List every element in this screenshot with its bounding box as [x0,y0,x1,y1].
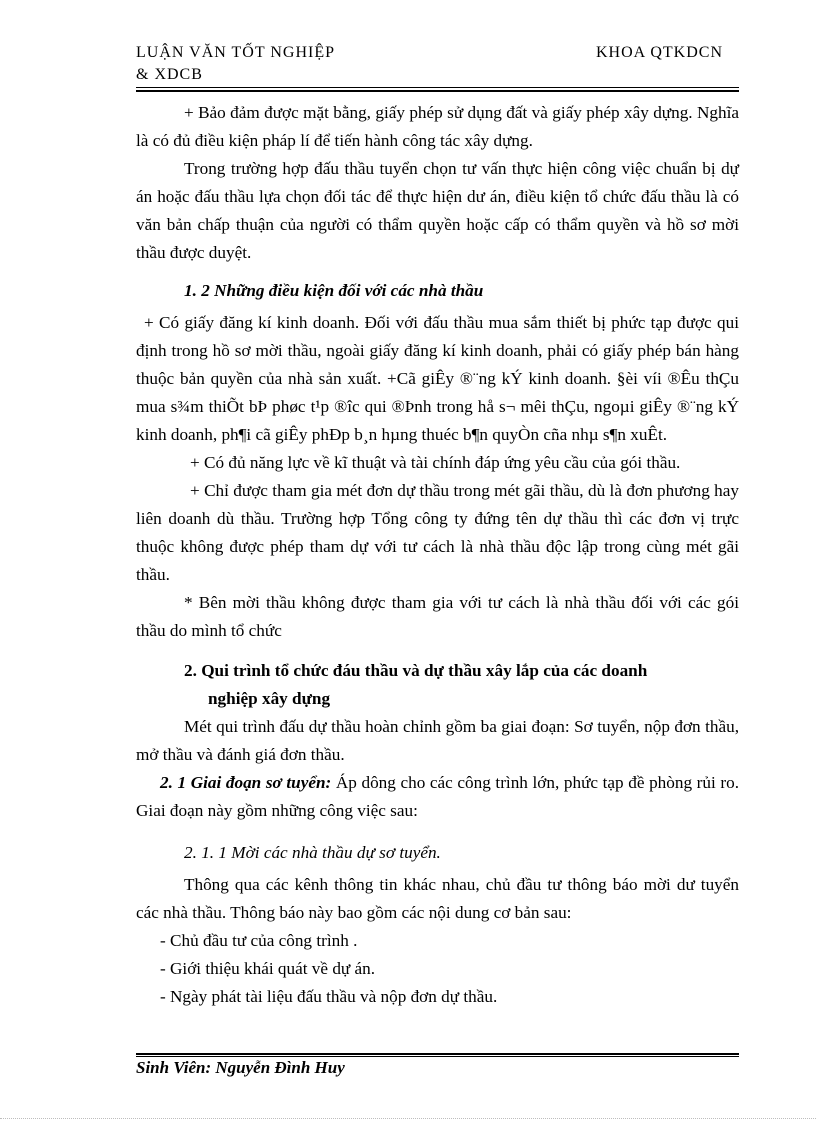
section-heading-2-1-1: 2. 1. 1 Mời các nhà thầu dự sơ tuyển. [184,843,441,862]
footer-student-name: Sinh Viên: Nguyễn Đình Huy [136,1058,345,1077]
list-item: - Ngày phát tài liệu đấu thầu và nộp đơn dự thầu. [160,987,498,1006]
header-divider-thick [136,90,739,92]
paragraph-prequalification [136,769,739,825]
footer-divider-thick [136,1053,739,1055]
page-bottom-dotted-line [0,1118,816,1119]
header-divider [136,87,739,88]
paragraph-inviter-restriction: * Bên mời thầu không được tham gia với tư cách là nhà thầu đối với các gói thầu do mình tổ chức [136,593,739,640]
paragraph-process-overview: Mét qui trình đấu dự thầu hoàn chỉnh gồm ba giai đoạn: Sơ tuyển, nộp đơn thầu, mở thầu và đánh giá đơn thầu. [136,717,739,764]
list-item: - Giới thiệu khái quát về dự án. [160,959,376,978]
paragraph-announcement: Thông qua các kênh thông tin khác nhau, chủ đầu tư thông báo mời dư tuyển các nhà thầu. Thông báo này bao gồm các nội dung cơ bản sau: [136,875,739,922]
section-heading-2-1: 2. 1 Giai đoạn sơ tuyển: [160,773,332,792]
paragraph-single-bid: + Chỉ được tham gia mét đơn dự thầu trong mét gãi thầu, dù là đơn phương hay liên doanh dù thầu. Trường hợp Tổng công ty đứng tên dự thầu thì các đơn vị trực thuộc không được phép tham dự với tư cách là nhà thầu độc lập trong cùng mét gãi thầu. [136,481,739,584]
header-subtitle: & XDCB [136,66,203,83]
paragraph-consultant-bidding: Trong trường hợp đấu thầu tuyển chọn tư vấn thực hiện công việc chuẩn bị dự án hoặc đấu thầu lựa chọn đối tác để thực hiện dư án, điều kiện tổ chức đấu thầu là có văn bản chấp thuận của người có thẩm quyền hoặc cấp có thẩm quyền và hồ sơ mời thầu được duyệt. [136,159,739,262]
paragraph-business-license: + Có giấy đăng kí kinh doanh. Đối với đấu thầu mua sắm thiết bị phức tạp được qui định trong hồ sơ mời thầu, ngoài giấy đăng kí kinh doanh, phải có giấy phép bán hàng thuộc bản quyền của nhà sản xuất. +Cã giÊy ®¨ng kÝ kinh doanh. §èi víi ®Êu thÇu mua s¾m thiÕt bÞ phøc t¹p ®îc qui ®Þnh trong hå s¬ mêi thÇu, ngoµi giÊy ®¨ng kÝ kinh doanh, ph¶i cã giÊy phÐp b¸n hµng thuéc b¶n quyÒn cña nhµ s¶n xuÊt. [136,313,739,444]
footer-divider [136,1056,739,1057]
section-heading-2: 2. Qui trình tổ chức đáu thầu và dự thầu xây lắp của các doanh [184,661,648,680]
list-item: - Chủ đầu tư của công trình . [160,931,358,950]
paragraph-capability: + Có đủ năng lực về kĩ thuật và tài chính đáp ứng yêu cầu của gói thầu. [190,453,681,472]
header-title: LUẬN VĂN TỐT NGHIỆP [136,44,335,61]
document-body [136,99,739,1011]
paragraph-site-permit: + Bảo đảm được mặt bằng, giấy phép sử dụng đất và giấy phép xây dựng. Nghĩa là có đủ điều kiện pháp lí để tiến hành công tác xây dựng. [136,103,739,150]
section-heading-2-cont: nghiệp xây dựng [208,689,331,708]
header-faculty: KHOA QTKDCN [596,44,723,61]
paragraph-prequalification-text: Áp dông cho các công trình lớn, phức tạp đề phòng rủi ro. Giai đoạn này gồm những công việc sau: [136,773,739,820]
section-heading-1-2: 1. 2 Những điều kiện đối với các nhà thầu [184,281,484,300]
